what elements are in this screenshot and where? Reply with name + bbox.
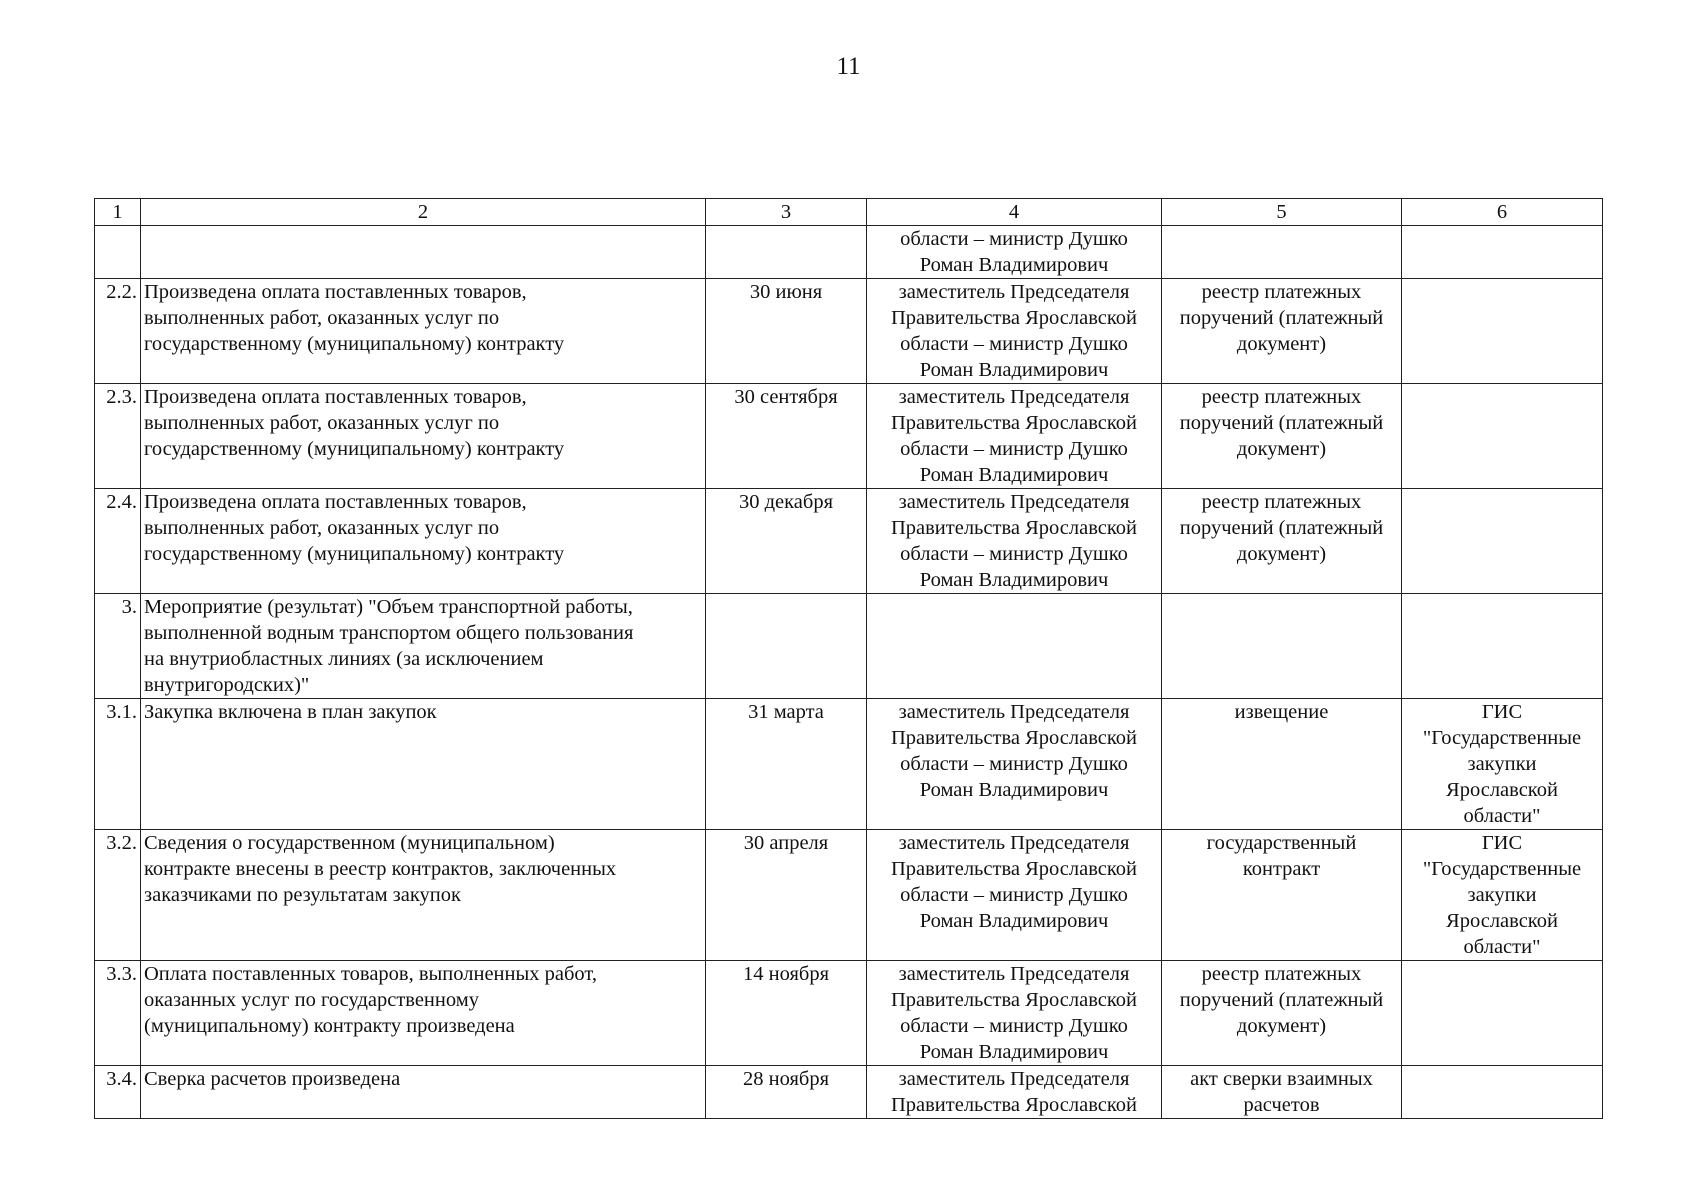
row-responsible: заместитель Председателя Правительства Ярославской области – министр Душко Роман Владимирович (867, 699, 1162, 830)
row-description: Произведена оплата поставленных товаров, выполненных работ, оказанных услуг по государственному (муниципальному) контракту (141, 384, 706, 489)
table-row (95, 279, 1603, 384)
row-responsible: заместитель Председателя Правительства Ярославской (867, 1066, 1162, 1119)
row-description: Закупка включена в план закупок (141, 699, 706, 830)
row-information-system (1402, 489, 1603, 594)
column-header-5: 5 (1162, 199, 1402, 226)
row-description: Произведена оплата поставленных товаров, выполненных работ, оказанных услуг по государственному (муниципальному) контракту (141, 489, 706, 594)
plan-table (94, 198, 1603, 1119)
row-description: Сверка расчетов произведена (141, 1066, 706, 1119)
row-number: 2.3. (95, 384, 141, 489)
row-number: 3.2. (95, 830, 141, 961)
row-information-system (1402, 1066, 1603, 1119)
table-row (95, 961, 1603, 1066)
row-information-system (1402, 594, 1603, 699)
row-deadline (706, 594, 867, 699)
row-number: 3.1. (95, 699, 141, 830)
row-number: 3.3. (95, 961, 141, 1066)
row-responsible (867, 594, 1162, 699)
table-row (95, 489, 1603, 594)
row-document (1162, 226, 1402, 279)
row-deadline: 14 ноября (706, 961, 867, 1066)
row-deadline: 30 апреля (706, 830, 867, 961)
row-document: государственный контракт (1162, 830, 1402, 961)
table-row (95, 594, 1603, 699)
row-description: Оплата поставленных товаров, выполненных работ, оказанных услуг по государственному (муниципальному) контракту произведена (141, 961, 706, 1066)
row-document: реестр платежных поручений (платежный документ) (1162, 961, 1402, 1066)
row-number: 3.4. (95, 1066, 141, 1119)
page-number: 11 (836, 53, 861, 80)
row-deadline: 30 декабря (706, 489, 867, 594)
row-number (95, 226, 141, 279)
row-description (141, 226, 706, 279)
row-description: Мероприятие (результат) "Объем транспортной работы, выполненной водным транспортом общего пользования на внутриобластных линиях (за исключением внутригородских)" (141, 594, 706, 699)
row-deadline: 30 сентября (706, 384, 867, 489)
row-description: Произведена оплата поставленных товаров, выполненных работ, оказанных услуг по государственному (муниципальному) контракту (141, 279, 706, 384)
row-responsible: заместитель Председателя Правительства Ярославской области – министр Душко Роман Владимирович (867, 830, 1162, 961)
row-information-system (1402, 384, 1603, 489)
table-row (95, 384, 1603, 489)
row-information-system (1402, 279, 1603, 384)
row-number: 2.4. (95, 489, 141, 594)
row-information-system (1402, 961, 1603, 1066)
row-document (1162, 594, 1402, 699)
row-deadline: 28 ноября (706, 1066, 867, 1119)
column-header-4: 4 (867, 199, 1162, 226)
row-responsible: заместитель Председателя Правительства Ярославской области – министр Душко Роман Владимирович (867, 961, 1162, 1066)
row-responsible: заместитель Председателя Правительства Ярославской области – министр Душко Роман Владимирович (867, 279, 1162, 384)
row-document: реестр платежных поручений (платежный документ) (1162, 384, 1402, 489)
row-description: Сведения о государственном (муниципальном) контракте внесены в реестр контрактов, заключенных заказчиками по результатам закупок (141, 830, 706, 961)
table-row (95, 699, 1603, 830)
table-row (95, 226, 1603, 279)
row-responsible: области – министр Душко Роман Владимирович (867, 226, 1162, 279)
row-information-system: ГИС "Государственные закупки Ярославской области" (1402, 699, 1603, 830)
row-information-system (1402, 226, 1603, 279)
row-document: акт сверки взаимных расчетов (1162, 1066, 1402, 1119)
row-deadline: 30 июня (706, 279, 867, 384)
row-number: 2.2. (95, 279, 141, 384)
row-number: 3. (95, 594, 141, 699)
row-document: извещение (1162, 699, 1402, 830)
row-information-system: ГИС "Государственные закупки Ярославской области" (1402, 830, 1603, 961)
header-row (95, 199, 1603, 226)
row-responsible: заместитель Председателя Правительства Ярославской области – министр Душко Роман Владимирович (867, 489, 1162, 594)
row-deadline (706, 226, 867, 279)
table-row (95, 1066, 1603, 1119)
column-header-1: 1 (95, 199, 141, 226)
column-header-3: 3 (706, 199, 867, 226)
row-document: реестр платежных поручений (платежный документ) (1162, 279, 1402, 384)
column-header-2: 2 (141, 199, 706, 226)
table-row (95, 830, 1603, 961)
row-document: реестр платежных поручений (платежный документ) (1162, 489, 1402, 594)
row-responsible: заместитель Председателя Правительства Ярославской области – министр Душко Роман Владимирович (867, 384, 1162, 489)
row-deadline: 31 марта (706, 699, 867, 830)
column-header-6: 6 (1402, 199, 1603, 226)
